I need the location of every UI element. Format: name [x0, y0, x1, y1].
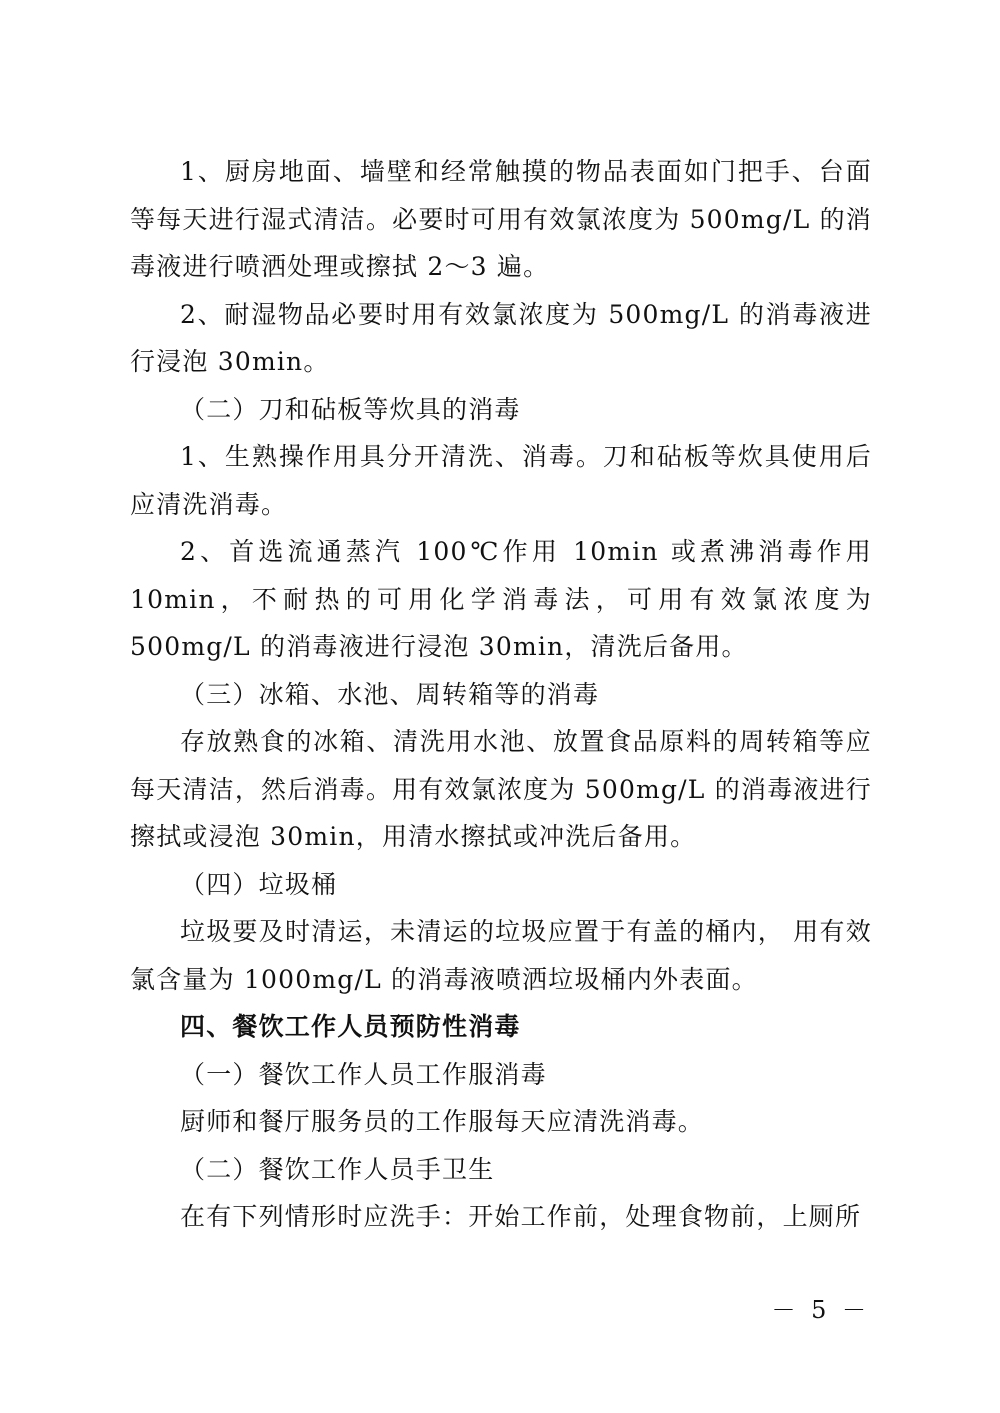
- paragraph: 存放熟食的冰箱、清洗用水池、放置食品原料的周转箱等应每天清洁，然后消毒。用有效氯浓度为 500mg/L 的消毒液进行擦拭或浸泡 30min，用清水擦拭或冲洗后备用。: [130, 727, 872, 851]
- paragraph: 2、耐湿物品必要时用有效氯浓度为 500mg/L 的消毒液进行浸泡 30min。: [130, 299, 872, 376]
- subsection-heading: （二）刀和砧板等炊具的消毒: [180, 394, 521, 424]
- paragraph: 1、生熟操作用具分开清洗、消毒。刀和砧板等炊具使用后应清洗消毒。: [130, 442, 872, 519]
- subsection-heading: （二）餐饮工作人员手卫生: [180, 1154, 495, 1184]
- section-heading: 四、餐饮工作人员预防性消毒: [180, 1012, 521, 1041]
- subsection-heading: （三）冰箱、水池、周转箱等的消毒: [180, 679, 600, 709]
- subsection-heading: （四）垃圾桶: [180, 869, 338, 899]
- paragraph: 在有下列情形时应洗手：开始工作前，处理食物前，上厕所: [180, 1202, 862, 1231]
- document-body: [130, 148, 872, 1241]
- paragraph: 1、厨房地面、墙壁和经常触摸的物品表面如门把手、台面等每天进行湿式清洁。必要时可用有效氯浓度为 500mg/L 的消毒液进行喷洒处理或擦拭 2～3 遍。: [130, 157, 872, 281]
- paragraph: 厨师和餐厅服务员的工作服每天应清洗消毒。: [180, 1107, 705, 1136]
- paragraph: 2、首选流通蒸汽 100℃作用 10min 或煮沸消毒作用 10min，不耐热的可用化学消毒法，可用有效氯浓度为 500mg/L 的消毒液进行浸泡 30min，清洗后备用。: [130, 537, 872, 661]
- subsection-heading: （一）餐饮工作人员工作服消毒: [180, 1059, 547, 1089]
- paragraph: 垃圾要及时清运，未清运的垃圾应置于有盖的桶内， 用有效氯含量为 1000mg/L 的消毒液喷洒垃圾桶内外表面。: [130, 917, 872, 994]
- page-number: － 5 －: [771, 1296, 870, 1324]
